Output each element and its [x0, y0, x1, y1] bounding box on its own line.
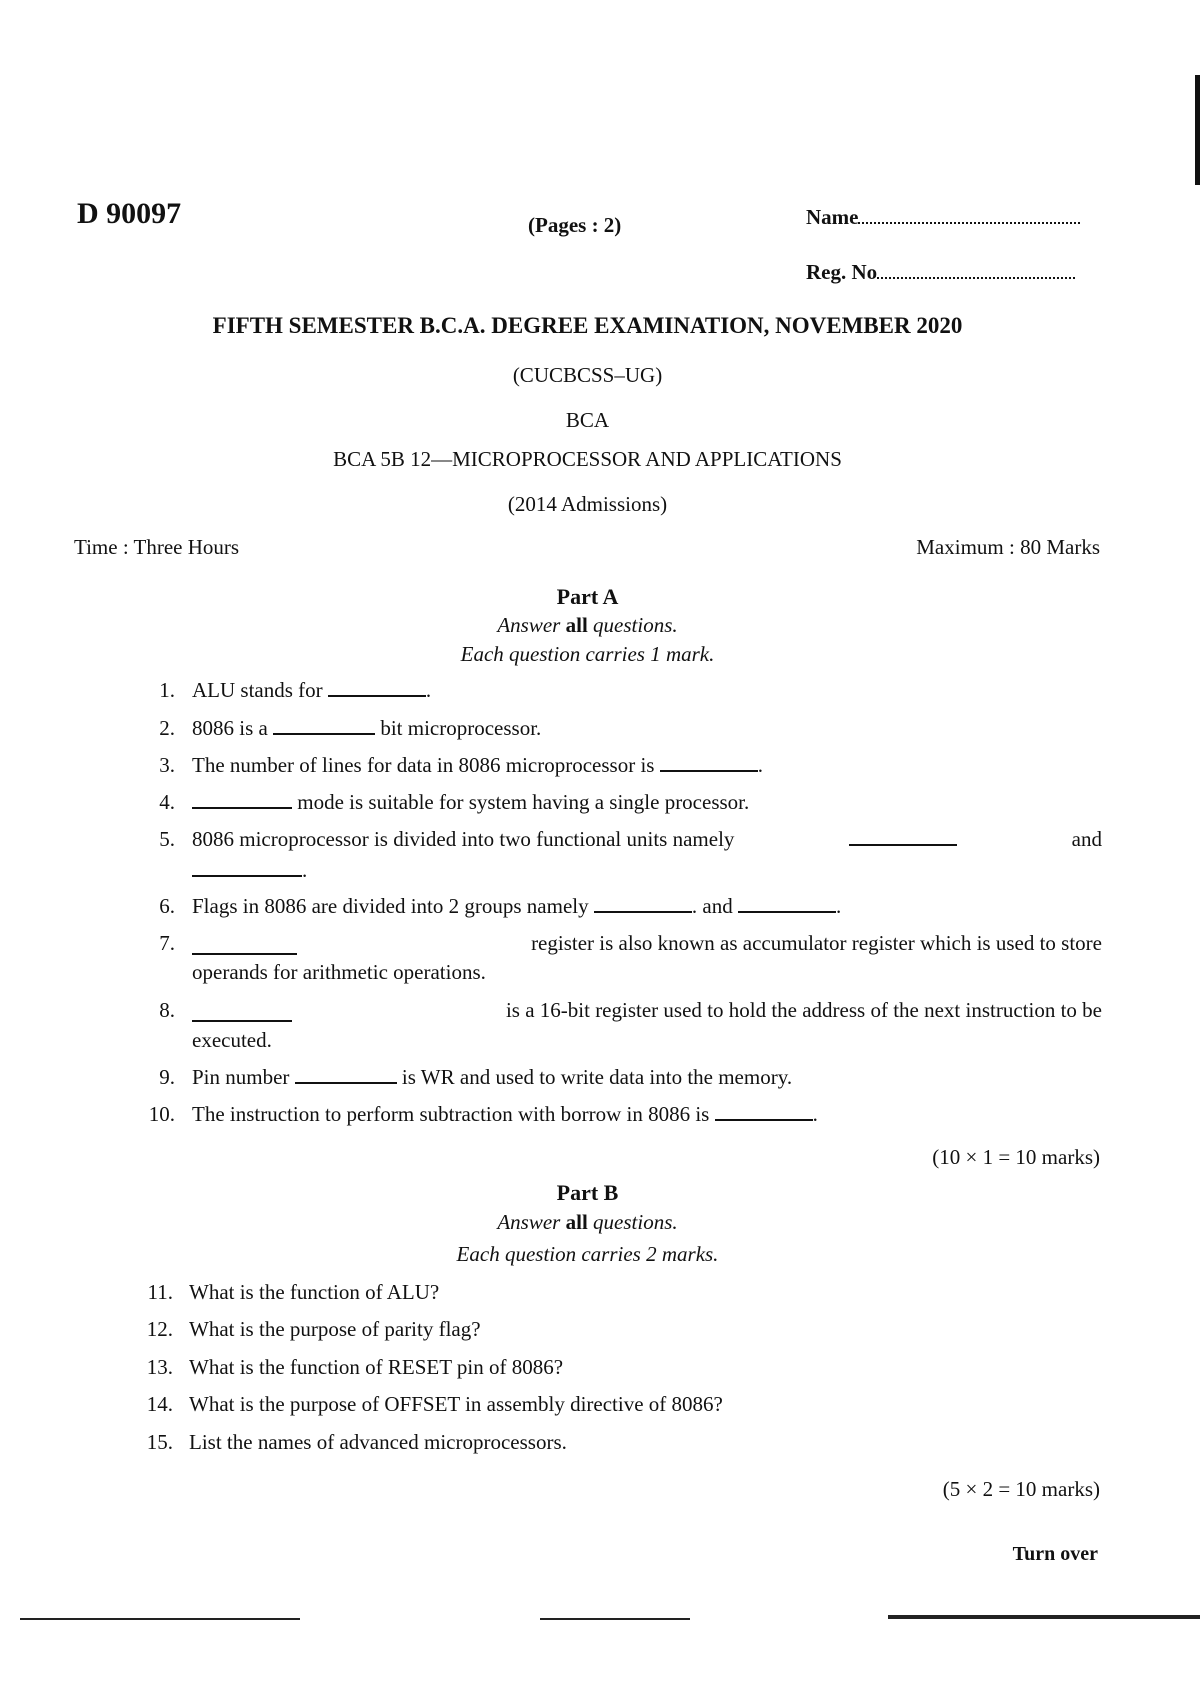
part-b-title: Part B [556, 1180, 619, 1205]
part-a-mark-note: Each question carries 1 mark. [460, 642, 715, 666]
answer-blank [273, 719, 375, 735]
course-title: BCA 5B 12—MICROPROCESSOR AND APPLICATIONS [333, 447, 842, 471]
question-text: Pin number is WR and used to write data into the memory. [192, 1065, 793, 1089]
question-number: 14. [146, 1392, 173, 1416]
answer-blank [594, 897, 692, 913]
part-a-instruction: Answer all questions. [497, 613, 678, 637]
question-text: What is the function of RESET pin of 8086? [189, 1355, 564, 1379]
question-number: 10. [148, 1102, 175, 1126]
question-number: 7. [159, 931, 175, 955]
answer-blank [192, 861, 302, 877]
exam-title: FIFTH SEMESTER B.C.A. DEGREE EXAMINATION, NOVEMBER 2020 [212, 313, 963, 338]
question-number: 3. [159, 753, 175, 777]
part-a-marks: (10 × 1 = 10 marks) [932, 1145, 1100, 1169]
question-text-continued: executed. [192, 1028, 272, 1052]
page-bottom-rule [888, 1615, 1200, 1619]
name-field [806, 205, 1080, 230]
question-number: 13. [146, 1355, 173, 1379]
maximum-marks: Maximum : 80 Marks [916, 535, 1100, 559]
question-text: What is the purpose of parity flag? [189, 1317, 481, 1341]
answer-blank [328, 681, 426, 697]
page-bottom-rule [20, 1618, 300, 1620]
answer-blank [192, 793, 292, 809]
question-text: What is the purpose of OFFSET in assembly directive of 8086? [189, 1392, 723, 1416]
question-number: 12. [146, 1317, 173, 1341]
answer-blank [849, 830, 957, 846]
answer-blank [715, 1105, 813, 1121]
question-text: Flags in 8086 are divided into 2 groups namely . and . [192, 894, 842, 918]
answer-blank [192, 1006, 292, 1022]
name-label: Name [806, 205, 859, 229]
answer-blank [295, 1068, 397, 1084]
question-number: 4. [159, 790, 175, 814]
part-a-title: Part A [556, 584, 619, 609]
part-b-mark-note: Each question carries 2 marks. [456, 1242, 719, 1266]
part-b-marks: (5 × 2 = 10 marks) [942, 1477, 1100, 1501]
question-text: 8086 is a bit microprocessor. [192, 716, 542, 740]
question-number: 8. [159, 998, 175, 1022]
programme: BCA [565, 408, 610, 432]
question-number: 2. [159, 716, 175, 740]
reg-no-dotted-line [877, 261, 1075, 279]
admissions: (2014 Admissions) [507, 492, 668, 516]
question-text: The number of lines for data in 8086 microprocessor is . [192, 753, 763, 777]
question-text: The instruction to perform subtraction with borrow in 8086 is . [192, 1102, 818, 1126]
question-text: List the names of advanced microprocessors. [189, 1430, 567, 1454]
question-text-continued: operands for arithmetic operations. [192, 960, 486, 984]
time-allowed: Time : Three Hours [74, 535, 240, 559]
question-number: 15. [146, 1430, 173, 1454]
name-dotted-line [858, 206, 1080, 224]
scan-edge-mark [1195, 75, 1200, 185]
question-text: mode is suitable for system having a single processor. [192, 790, 749, 815]
question-text-continued: . [192, 858, 307, 883]
page-count: (Pages : 2) [528, 213, 622, 237]
answer-blank [738, 897, 836, 913]
question-number: 6. [159, 894, 175, 918]
answer-blank [660, 756, 758, 772]
question-number: 11. [147, 1280, 173, 1304]
question-text: is a 16-bit register used to hold the address of the next instruction to be [192, 998, 1102, 1023]
question-text: 8086 microprocessor is divided into two functional units namely and [192, 827, 1102, 851]
part-b-instruction: Answer all questions. [497, 1210, 678, 1234]
reg-no-label: Reg. No [806, 260, 878, 284]
question-number: 1. [159, 678, 175, 702]
exam-scheme: (CUCBCSS–UG) [512, 363, 663, 387]
question-text: register is also known as accumulator register which is used to store [192, 931, 1102, 956]
paper-code: D 90097 [77, 197, 182, 230]
answer-blank [192, 939, 297, 955]
turn-over-note: Turn over [1012, 1543, 1098, 1565]
question-text: What is the function of ALU? [189, 1280, 440, 1304]
question-number: 5. [159, 827, 175, 851]
reg-no-field [806, 260, 1075, 285]
question-text: ALU stands for . [192, 678, 432, 702]
question-number: 9. [159, 1065, 175, 1089]
page-bottom-rule [540, 1618, 690, 1620]
